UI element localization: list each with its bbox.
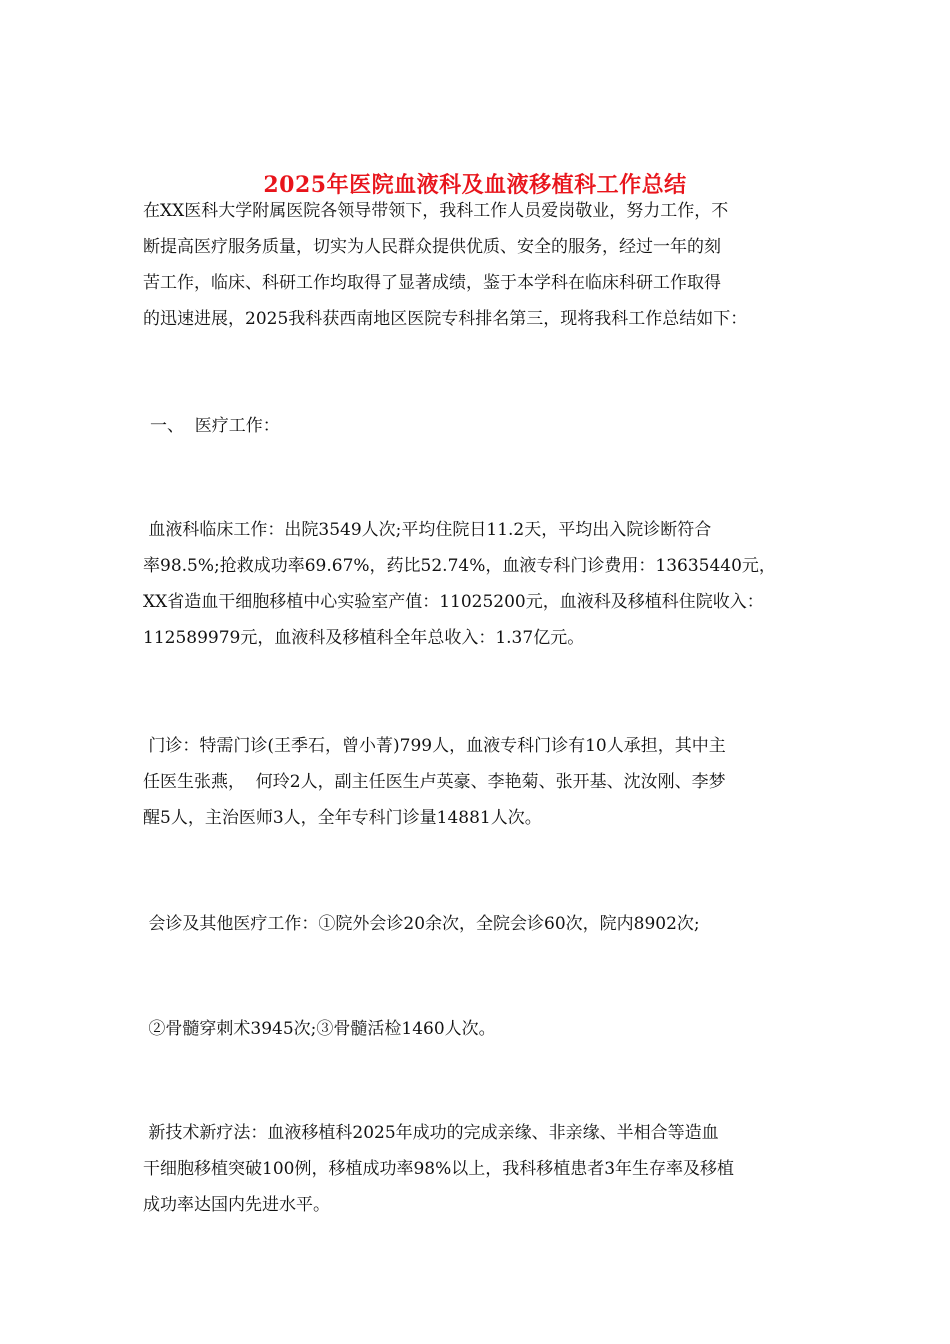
intro-line: 的迅速进展，2025我科获西南地区医院专科排名第三，现将我科工作总结如下： [143, 309, 748, 329]
intro-line: 在XX医科大学附属医院各领导带领下，我科工作人员爱岗敬业，努力工作，不 [143, 201, 729, 221]
section-heading [150, 408, 820, 444]
document-title: 2025年医院血液科及血液移植科工作总结 [263, 171, 687, 198]
consultation-line: 会诊及其他医疗工作：①院外会诊20余次，全院会诊60次，院内8902次; [143, 914, 700, 934]
intro-line: 苦工作，临床、科研工作均取得了显著成绩，鉴于本学科在临床科研工作取得 [143, 273, 721, 293]
new-technology-paragraph [143, 1115, 813, 1223]
clinical-line: 112589979元，血液科及移植科全年总收入：1.37亿元。 [143, 628, 585, 648]
section-heading-text: 一、 医疗工作： [150, 416, 280, 436]
new-technology-line: 成功率达国内先进水平。 [143, 1195, 330, 1215]
clinical-work-paragraph [143, 512, 813, 656]
clinical-line: 血液科临床工作：出院3549人次;平均住院日11.2天，平均出入院诊断符合 [143, 520, 712, 540]
outpatient-paragraph [143, 728, 813, 836]
intro-paragraph [143, 193, 813, 337]
new-technology-line: 新技术新疗法：血液移植科2025年成功的完成亲缘、非亲缘、半相合等造血 [143, 1123, 719, 1143]
consultation-paragraph [143, 906, 813, 942]
outpatient-line: 任医生张燕， 何玲2人，副主任医生卢英豪、李艳菊、张开基、沈汝刚、李梦 [143, 772, 726, 792]
new-technology-line: 干细胞移植突破100例，移植成功率98%以上，我科移植患者3年生存率及移植 [143, 1159, 735, 1179]
intro-line: 断提高医疗服务质量，切实为人民群众提供优质、安全的服务，经过一年的刻 [143, 237, 721, 257]
outpatient-line: 门诊：特需门诊(王季石，曾小菁)799人，血液专科门诊有10人承担，其中主 [143, 736, 726, 756]
bone-marrow-line: ②骨髓穿刺术3945次;③骨髓活检1460人次。 [143, 1019, 496, 1039]
outpatient-line: 醒5人，主治医师3人，全年专科门诊量14881人次。 [143, 808, 542, 828]
clinical-line: XX省造血干细胞移植中心实验室产值：11025200元，血液科及移植科住院收入： [143, 592, 764, 612]
bone-marrow-paragraph [143, 1011, 813, 1047]
clinical-line: 率98.5%;抢救成功率69.67%，药比52.74%，血液专科门诊费用：13635440元， [143, 556, 776, 576]
